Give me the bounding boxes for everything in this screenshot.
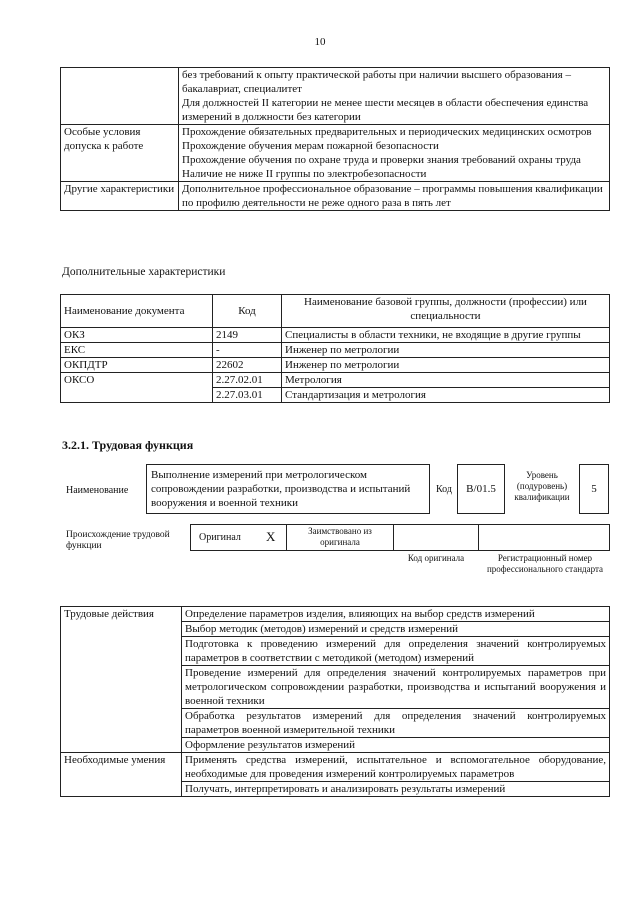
row-label: Необходимые умения	[61, 753, 182, 797]
list-item: Получать, интерпретировать и анализировать результаты измерений	[185, 783, 506, 795]
requirement-line: Наличие не ниже II группы по электробезопасности	[182, 168, 427, 180]
origin-box	[190, 524, 610, 551]
table-row	[61, 607, 610, 753]
table-row: ОКПДТР 22602 Инженер по метрологии	[61, 358, 610, 373]
page-number: 10	[314, 36, 326, 48]
table-row: 2.27.03.01 Стандартизация и метрология	[61, 388, 610, 403]
requirement-line: Дополнительное профессиональное образование – программы повышения квалификации по профилю деятельности не реже одного раза в пять лет	[182, 183, 603, 209]
row-label	[61, 68, 179, 125]
code-label: Код	[436, 484, 452, 495]
code-original-label: Код оригинала	[407, 553, 465, 563]
list-item: Применять средства измерений, испытательное и вспомогательное оборудование, необходимые для проведения измерений контролируемых параметров	[182, 753, 609, 782]
requirement-line: Прохождение обучения по охране труда и проверки знания требований охраны труда	[182, 154, 581, 166]
list-item: Подготовка к проведению измерений для определения значений контролируемых параметров в соответствии с методикой (методом) измерений	[182, 637, 609, 666]
function-name: Выполнение измерений при метрологическом сопровождении разработки, производства и испытаний вооружения и военной техники	[151, 469, 411, 509]
function-name-box	[146, 464, 430, 514]
code-box	[457, 464, 505, 514]
original-label: Оригинал	[199, 532, 241, 543]
list-item: Оформление результатов измерений	[185, 739, 355, 751]
list-item: Проведение измерений для определения значений контролируемых параметров при метрологическом сопровождении разработки, производства и испытаний вооружения и военной техники	[182, 666, 609, 709]
origin-divider	[393, 524, 394, 551]
list-item: Определение параметров изделия, влияющих на выбор средств измерений	[182, 607, 609, 622]
borrowed-label: Заимствовано из оригинала	[308, 526, 372, 547]
name-label: Наименование	[66, 485, 129, 496]
origin-divider	[478, 524, 479, 551]
table-row: ЕКС - Инженер по метрологии	[61, 343, 610, 358]
labor-function-table	[60, 606, 610, 797]
original-mark: X	[266, 529, 276, 544]
level-label: Уровень (подуровень) квалификации	[514, 470, 570, 502]
table-row	[61, 753, 610, 797]
table-row	[61, 125, 610, 182]
function-code: В/01.5	[466, 483, 496, 495]
column-header: Код	[213, 295, 282, 328]
level-value: 5	[591, 483, 597, 495]
column-header: Наименование базовой группы, должности (профессии) или специальности	[282, 295, 610, 328]
origin-label: Происхождение трудовой функции	[66, 530, 170, 551]
table-header-row	[61, 295, 610, 328]
list-item: Выбор методик (методов) измерений и средств измерений	[182, 622, 609, 637]
requirement-line: Прохождение обязательных предварительных и периодических медицинских осмотров	[182, 126, 592, 138]
requirement-line: Прохождение обучения мерам пожарной безопасности	[182, 140, 439, 152]
table-row	[61, 68, 610, 125]
table-row: ОКЗ 2149 Специалисты в области техники, не входящие в другие группы	[61, 328, 610, 343]
row-label: Особые условия допуска к работе	[61, 125, 179, 182]
list-item: Обработка результатов измерений для определения значений контролируемых параметров военной измерительной техники	[182, 709, 609, 738]
qualification-requirements-table	[60, 67, 610, 211]
additional-characteristics-table	[60, 294, 610, 403]
function-heading: 3.2.1. Трудовая функция	[62, 438, 194, 452]
table-row: ОКСО 2.27.02.01 Метрология	[61, 373, 610, 388]
requirement-line: без требований к опыту практической работы при наличии высшего образования – бакалавриат, специалитет	[182, 69, 571, 95]
registration-number-label: Регистрационный номер профессионального стандарта	[486, 553, 604, 574]
row-label: Другие характеристики	[61, 182, 179, 211]
row-label: Трудовые действия	[61, 607, 182, 753]
origin-divider	[286, 524, 287, 551]
requirement-line: Для должностей II категории не менее шести месяцев в области обеспечения единства измерений в должности без категории	[182, 97, 589, 123]
level-box	[579, 464, 609, 514]
additional-title: Дополнительные характеристики	[62, 266, 226, 278]
table-row	[61, 182, 610, 211]
column-header: Наименование документа	[61, 295, 213, 328]
